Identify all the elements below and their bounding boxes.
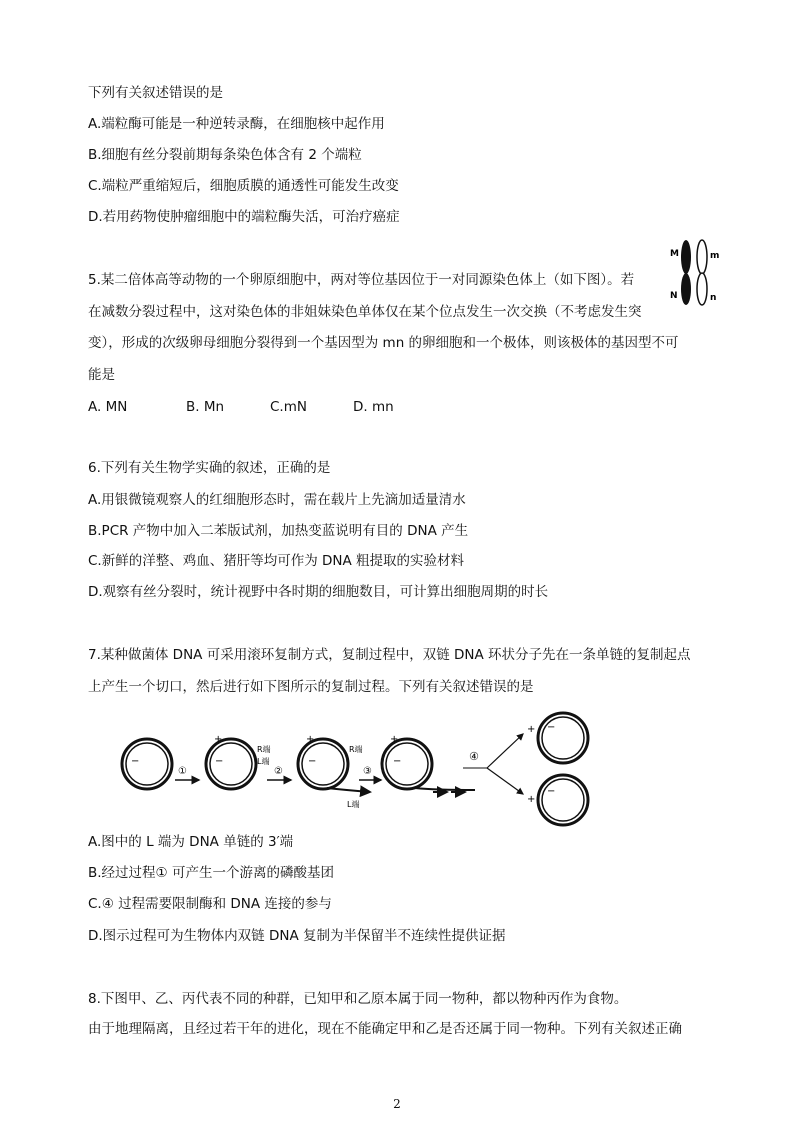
rolling-circle-figure — [115, 708, 595, 830]
plus-label-2: + — [214, 734, 223, 745]
q6-option-b: B.PCR 产物中加入二苯版试剂，加热变蓝说明有目的 DNA 产生 — [88, 523, 469, 539]
q7-option-a: A.图中的 L 端为 DNA 单链的 3′端 — [88, 834, 294, 850]
q8-stem-line-2: 由于地理隔离，且经过若干年的进化，现在不能确定甲和乙是否还属于同一物种。下列有关叙述正确 — [88, 1021, 682, 1037]
q6-option-c: C.新鲜的洋整、鸡血、猪肝等均可作为 DNA 粗提取的实验材料 — [88, 553, 465, 569]
q7-option-d: D.图示过程可为生物体内双链 DNA 复制为半保留半不连续性提供证据 — [88, 928, 506, 944]
q5-option-a: A. MN — [88, 399, 128, 415]
minus-label-4: − — [393, 756, 402, 767]
chromosome-m-upper-arm — [697, 240, 707, 274]
q4-option-a: A.端粒酶可能是一种逆转录酶，在细胞核中起作用 — [88, 116, 385, 132]
q5-option-c: C.mN — [270, 399, 307, 415]
q7-stem-line-2: 上产生一个切口，然后进行如下图所示的复制过程。下列有关叙述错误的是 — [88, 679, 534, 695]
q6-option-a: A.用银微镜观察人的红细胞形态时，需在载片上先滴加适量清水 — [88, 492, 466, 508]
branch-arrow-bottom — [487, 768, 523, 794]
l-end-label-3: L端 — [347, 800, 360, 809]
q5-stem-line-3: 变），形成的次级卵母细胞分裂得到一个基因型为 mn 的卵细胞和一个极体，则该极体的基因型不可 — [88, 335, 679, 351]
chromosome-figure — [668, 238, 722, 308]
branch-arrow-top — [487, 734, 523, 768]
r-end-label-3: R端 — [349, 745, 363, 754]
dna-circle-4 — [382, 734, 475, 792]
q4-stem: 下列有关叙述错误的是 — [88, 85, 223, 101]
page-number: 2 — [393, 1097, 401, 1111]
q7-option-b: B.经过过程① 可产生一个游离的磷酸基团 — [88, 865, 334, 881]
q7-stem-line-1: 7.某种做菌体 DNA 可采用滚环复制方式，复制过程中，双链 DNA 环状分子先在一条单链的复制起点 — [88, 647, 691, 663]
minus-label-3: − — [308, 756, 317, 767]
q5-stem-line-1: 5.某二倍体高等动物的一个卵原细胞中，两对等位基因位于一对同源染色体上（如下图）。若 — [88, 272, 635, 288]
q4-option-c: C.端粒严重缩短后，细胞质膜的通透性可能发生改变 — [88, 178, 399, 194]
dna-circle-3 — [298, 734, 370, 809]
q6-option-d: D.观察有丝分裂时，统计视野中各时期的细胞数目，可计算出细胞周期的时长 — [88, 584, 549, 600]
q8-stem-line-1: 8.下图甲、乙、丙代表不同的种群，已知甲和乙原本属于同一物种，都以物种丙作为食物。 — [88, 991, 628, 1007]
step-3-label: ③ — [363, 766, 372, 777]
chromosome-M-upper-arm — [681, 240, 691, 274]
q6-stem: 6.下列有关生物学实确的叙述，正确的是 — [88, 460, 331, 476]
dna-circle-2 — [206, 734, 271, 789]
r-end-label-2: R端 — [257, 745, 271, 754]
chromosome-m-lower-arm — [697, 273, 707, 305]
q7-option-c: C.④ 过程需要限制酶和 DNA 连接的参与 — [88, 896, 332, 912]
minus-label-bottom: − — [547, 786, 556, 797]
label-n: n — [710, 293, 717, 303]
minus-label-top: − — [547, 722, 556, 733]
plus-label-3: + — [306, 734, 315, 745]
minus-label-2: − — [215, 756, 224, 767]
label-m: m — [710, 251, 720, 261]
q4-option-b: B.细胞有丝分裂前期每条染色体含有 2 个端粒 — [88, 147, 362, 163]
q5-option-b: B. Mn — [186, 399, 225, 415]
q5-stem-line-2: 在减数分裂过程中，这对染色体的非姐妹染色单体仅在某个位点发生一次交换（不考虑发生突 — [88, 304, 642, 320]
l-end-label-2: L端 — [257, 757, 270, 766]
plus-label-top: + — [527, 724, 536, 735]
q5-option-d: D. mn — [353, 399, 394, 415]
step-2-label: ② — [274, 766, 283, 777]
step-1-label: ① — [178, 766, 187, 777]
dna-circle-1 — [122, 739, 172, 789]
product-circle-bottom — [527, 775, 588, 825]
plus-label-bottom: + — [527, 794, 536, 805]
plus-label-4: + — [390, 734, 399, 745]
chromosome-M-lower-arm — [681, 273, 691, 305]
q5-stem-line-4: 能是 — [88, 367, 115, 383]
product-circle-top — [527, 713, 588, 763]
label-N: N — [670, 291, 678, 301]
label-M: M — [670, 249, 679, 259]
q4-option-d: D.若用药物使肿瘤细胞中的端粒酶失活，可治疗癌症 — [88, 209, 400, 225]
step-4-label: ④ — [469, 750, 479, 763]
minus-label-1: − — [131, 756, 140, 767]
